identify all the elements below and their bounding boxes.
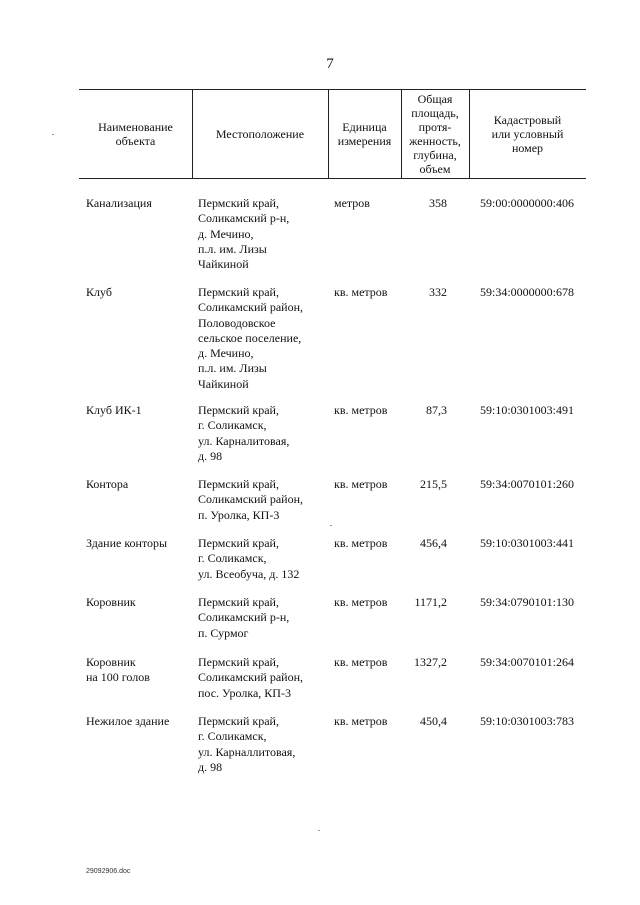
- cell-cadastral: 59:10:0301003:491: [480, 403, 575, 417]
- footer-filename: 29092906.doc: [86, 868, 131, 875]
- cell-line: Контора: [86, 477, 129, 491]
- cell-line: Соликамский район,: [198, 492, 303, 507]
- cell-name: [86, 285, 196, 300]
- header-line: женность,: [409, 133, 461, 148]
- cell-area: 456,4: [420, 536, 447, 550]
- header-line: протя-: [418, 119, 452, 134]
- cell-unit: кв. метров: [334, 714, 388, 728]
- header-cadastral: [469, 89, 586, 178]
- header-name: [79, 89, 192, 178]
- cell-unit: кв. метров: [334, 595, 388, 609]
- header-location: [192, 89, 328, 178]
- header-line: Местоположение: [215, 126, 305, 141]
- cell-cadastral: 59:00:0000000:406: [480, 196, 575, 210]
- cell-name: [86, 403, 196, 418]
- scan-speck: [52, 134, 54, 135]
- cell-line: ул. Всеобуча, д. 132: [198, 566, 300, 581]
- cell-cadastral: 59:10:0301003:783: [480, 714, 575, 728]
- cell-location: [198, 477, 333, 523]
- cell-line: на 100 голов: [86, 670, 150, 685]
- cell-cadastral: 59:10:0301003:441: [480, 536, 575, 550]
- cell-line: Коровник: [86, 655, 136, 669]
- cell-line: Коровник: [86, 595, 136, 609]
- cell-location: [198, 285, 333, 392]
- header-line: площадь,: [411, 105, 459, 120]
- cell-location: [198, 595, 333, 641]
- cell-area: 215,5: [420, 477, 447, 491]
- cell-line: Соликамский район,: [198, 670, 303, 685]
- cell-area: 332: [429, 285, 447, 299]
- cell-line: Пермский край,: [198, 655, 279, 669]
- header-line: Единица: [342, 119, 387, 134]
- cell-cadastral: 59:34:0790101:130: [480, 595, 575, 609]
- cell-line: Пермский край,: [198, 536, 279, 550]
- cell-name: [86, 714, 196, 729]
- cell-location: [198, 403, 333, 464]
- cell-line: Соликамский р-н,: [198, 211, 290, 226]
- cell-cadastral: 59:34:0070101:264: [480, 655, 575, 669]
- cell-name: [86, 655, 196, 686]
- cell-line: Пермский край,: [198, 714, 279, 728]
- cell-area: 1327,2: [414, 655, 447, 669]
- cell-location: [198, 714, 333, 775]
- scan-speck: [330, 525, 332, 526]
- page-number: 7: [326, 56, 334, 72]
- cell-line: п. Сурмог: [198, 625, 249, 640]
- cell-unit: кв. метров: [334, 536, 388, 550]
- cell-line: д. Мечино,: [198, 346, 254, 361]
- cell-name: [86, 595, 196, 610]
- header-line: объекта: [115, 133, 156, 148]
- cell-line: г. Соликамск,: [198, 729, 267, 744]
- cell-line: п.л. им. Лизы: [198, 241, 267, 256]
- cell-unit: кв. метров: [334, 655, 388, 669]
- cell-unit: кв. метров: [334, 477, 388, 491]
- cell-line: Клуб ИК-1: [86, 403, 142, 417]
- cell-area: 450,4: [420, 714, 447, 728]
- cell-line: г. Соликамск,: [198, 418, 267, 433]
- cell-line: д. 98: [198, 759, 223, 774]
- scan-speck: [318, 830, 320, 831]
- header-line: Наименование: [98, 119, 173, 134]
- cell-line: Соликамский район,: [198, 300, 303, 315]
- cell-cadastral: 59:34:0000000:678: [480, 285, 575, 299]
- header-line: глубина,: [413, 147, 457, 162]
- cell-line: Соликамский р-н,: [198, 610, 290, 625]
- cell-line: Пермский край,: [198, 403, 279, 417]
- cell-location: [198, 536, 333, 582]
- cell-line: г. Соликамск,: [198, 551, 267, 566]
- cell-line: ул. Карналлитовая,: [198, 744, 296, 759]
- cell-line: Канализация: [86, 196, 152, 210]
- header-line: измерения: [337, 133, 392, 148]
- cell-line: п.л. им. Лизы: [198, 361, 267, 376]
- header-unit: [328, 89, 401, 178]
- cell-line: д. Мечино,: [198, 226, 254, 241]
- cell-line: Здание конторы: [86, 536, 168, 550]
- cell-line: Пермский край,: [198, 196, 279, 210]
- cell-line: Половодовское: [198, 315, 276, 330]
- cell-line: Клуб: [86, 285, 112, 299]
- cell-name: [86, 477, 196, 492]
- cell-location: [198, 196, 333, 272]
- header-line: объем: [419, 161, 451, 176]
- cell-area: 87,3: [426, 403, 447, 417]
- cell-line: сельское поселение,: [198, 330, 302, 345]
- cell-line: Пермский край,: [198, 285, 279, 299]
- cell-line: пос. Уролка, КП-3: [198, 685, 291, 700]
- cell-line: п. Уролка, КП-3: [198, 507, 280, 522]
- cell-line: ул. Карналитовая,: [198, 433, 290, 448]
- cell-area: 1171,2: [414, 595, 447, 609]
- table-header-bottom-rule: [79, 178, 586, 179]
- cell-line: д. 98: [198, 448, 223, 463]
- cell-location: [198, 655, 333, 701]
- cell-cadastral: 59:34:0070101:260: [480, 477, 575, 491]
- cell-unit: кв. метров: [334, 403, 388, 417]
- cell-unit: метров: [334, 196, 370, 210]
- cell-name: [86, 196, 196, 211]
- cell-line: Пермский край,: [198, 595, 279, 609]
- header-line: или условный: [491, 126, 564, 141]
- cell-line: Нежилое здание: [86, 714, 170, 728]
- header-line: Общая: [417, 91, 453, 106]
- cell-area: 358: [429, 196, 447, 210]
- header-line: номер: [511, 140, 544, 155]
- cell-line: Чайкиной: [198, 376, 249, 391]
- header-area: [401, 89, 469, 178]
- cell-line: Чайкиной: [198, 257, 249, 272]
- header-line: Кадастровый: [493, 112, 562, 127]
- cell-line: Пермский край,: [198, 477, 279, 491]
- cell-name: [86, 536, 196, 551]
- cell-unit: кв. метров: [334, 285, 388, 299]
